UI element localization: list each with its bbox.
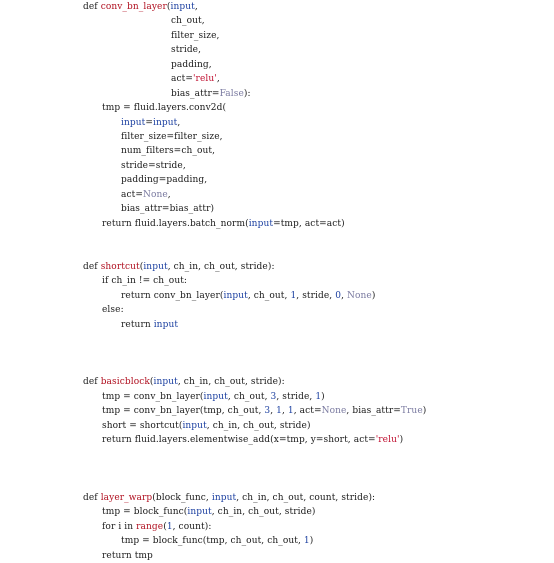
code-token: (	[139, 261, 144, 272]
code-line	[83, 419, 543, 433]
code-token: input	[248, 218, 274, 229]
code-listing	[83, 0, 543, 563]
blank-line	[83, 462, 543, 476]
code-line	[83, 29, 543, 43]
blank-line	[83, 231, 543, 245]
code-token: bias_attr=	[171, 88, 220, 99]
code-token: tmp = block_func(tmp, ch_out, ch_out,	[121, 536, 304, 547]
code-token: return	[102, 550, 135, 561]
code-token: 1	[166, 521, 173, 532]
blank-line	[83, 361, 543, 375]
code-token: None	[346, 290, 372, 301]
code-token: return	[102, 218, 135, 229]
code-token: conv_bn_layer	[100, 2, 167, 12]
code-line	[83, 202, 543, 216]
code-token: input	[223, 290, 248, 301]
code-token: short = shortcut(	[102, 420, 183, 431]
code-token: fluid.layers.elementwise_add(x=tmp, y=short, act=	[134, 435, 376, 446]
code-token: tmp = conv_bn_layer(	[102, 391, 204, 402]
code-line	[83, 318, 543, 332]
code-token: def	[83, 377, 101, 388]
code-token: input	[153, 117, 178, 128]
code-token: filter_size=filter_size,	[121, 131, 223, 142]
code-line	[83, 14, 543, 28]
code-line	[83, 0, 543, 14]
code-token: =tmp, act=act)	[273, 218, 345, 229]
code-token: bias_attr=bias_attr)	[121, 204, 215, 215]
code-token: 'relu'	[375, 435, 400, 446]
code-token: else	[102, 305, 121, 316]
code-token: padding=padding,	[121, 175, 208, 186]
code-line	[83, 433, 543, 447]
code-token: return	[121, 290, 154, 301]
code-token: ,	[216, 74, 220, 85]
code-token: in	[124, 521, 137, 532]
code-token: , ch_out,	[227, 391, 271, 402]
blank-line	[83, 347, 543, 361]
code-token: , ch_in, ch_out, stride):	[167, 261, 275, 272]
code-token: input	[211, 492, 237, 503]
code-line	[83, 217, 543, 231]
code-token: (	[163, 521, 167, 532]
code-token: input	[143, 261, 168, 272]
code-line	[83, 534, 543, 548]
code-token: 3	[264, 406, 271, 417]
code-token: False	[219, 88, 244, 99]
blank-line	[83, 245, 543, 259]
code-token: if	[102, 276, 112, 287]
code-token: 1	[290, 290, 297, 301]
code-token: def	[83, 2, 101, 12]
code-token: layer_warp	[100, 492, 153, 503]
code-line	[83, 58, 543, 72]
code-token: fluid.layers.batch_norm(	[134, 218, 249, 229]
code-token: padding,	[171, 59, 212, 70]
code-token: (	[166, 2, 171, 12]
code-token: input	[153, 319, 179, 330]
code-token: return	[121, 319, 154, 330]
code-token: ch_out,	[171, 16, 205, 27]
code-token: input	[203, 391, 228, 402]
code-line	[83, 404, 543, 418]
blank-line	[83, 332, 543, 346]
code-line	[83, 130, 543, 144]
code-token: ch_in != ch_out:	[111, 276, 188, 287]
code-line	[83, 520, 543, 534]
code-token: tmp = block_func(	[102, 507, 188, 518]
code-token: def	[83, 261, 101, 272]
code-token: , act=	[293, 406, 322, 417]
code-line	[83, 101, 543, 115]
code-line	[83, 72, 543, 86]
code-token: )	[321, 391, 325, 402]
code-token: tmp	[134, 550, 153, 561]
code-token: shortcut	[100, 261, 140, 272]
code-token: ,	[177, 117, 181, 128]
code-token: 1	[287, 406, 294, 417]
code-token: , ch_in, ch_out, stride)	[211, 507, 316, 518]
code-token: stride=stride,	[121, 160, 186, 171]
code-token: =	[145, 117, 154, 128]
blank-line	[83, 448, 543, 462]
code-token: input	[182, 420, 207, 431]
code-token: input	[153, 377, 178, 388]
code-token: ,	[341, 290, 347, 301]
code-token: basicblock	[100, 377, 150, 388]
code-token: filter_size,	[171, 30, 220, 41]
code-line	[83, 390, 543, 404]
code-token: conv_bn_layer(	[153, 290, 224, 301]
code-line	[83, 491, 543, 505]
code-token: return	[102, 435, 135, 446]
code-line	[83, 116, 543, 130]
code-token: act=	[121, 189, 143, 200]
code-token: tmp = fluid.layers.conv2d(	[102, 103, 227, 114]
code-token: ,	[270, 406, 277, 417]
code-token: )	[422, 406, 427, 417]
code-token: tmp = conv_bn_layer(tmp, ch_out,	[102, 406, 265, 417]
code-token: )	[399, 435, 404, 446]
code-line	[83, 549, 543, 563]
code-token: ,	[281, 406, 288, 417]
code-line	[83, 188, 543, 202]
code-token: 1	[276, 406, 282, 417]
code-token: , bias_attr=	[346, 406, 401, 417]
code-line	[83, 173, 543, 187]
code-token: act=	[171, 74, 193, 85]
code-line	[83, 144, 543, 158]
code-token: (block_func,	[152, 492, 212, 503]
code-line	[83, 260, 543, 274]
code-line	[83, 43, 543, 57]
code-token: , ch_in, ch_out, stride):	[177, 377, 285, 388]
code-token: ):	[243, 88, 251, 99]
code-token: (	[149, 377, 154, 388]
code-token: stride,	[171, 45, 202, 56]
code-token: ,	[167, 189, 171, 200]
code-line	[83, 159, 543, 173]
blank-line	[83, 476, 543, 490]
code-token: ,	[194, 2, 198, 12]
code-token: 1	[303, 536, 310, 547]
code-token: i	[118, 521, 125, 532]
code-line	[83, 505, 543, 519]
code-line	[83, 303, 543, 317]
code-token: , ch_in, ch_out, stride)	[206, 420, 311, 431]
code-token: None	[142, 189, 168, 200]
code-token: 3	[270, 391, 277, 402]
code-token: True	[400, 406, 423, 417]
code-token: , stride,	[276, 391, 316, 402]
code-token: 'relu'	[192, 74, 217, 85]
code-token: :	[120, 305, 124, 316]
code-token: range	[136, 521, 164, 532]
code-token: num_filters=ch_out,	[121, 146, 216, 157]
code-line	[83, 87, 543, 101]
code-token: , ch_out,	[247, 290, 291, 301]
code-token: input	[121, 117, 146, 128]
code-token: for	[102, 521, 119, 532]
code-token: 0	[335, 290, 342, 301]
code-token: def	[83, 492, 101, 503]
code-token: input	[187, 507, 212, 518]
code-token: )	[309, 536, 314, 547]
code-token: input	[170, 2, 195, 12]
code-token: , stride,	[296, 290, 336, 301]
code-token: None	[321, 406, 347, 417]
code-token: )	[371, 290, 376, 301]
code-token: , ch_in, ch_out, count, stride):	[236, 492, 376, 503]
code-line	[83, 289, 543, 303]
code-token: 1	[315, 391, 322, 402]
code-line	[83, 274, 543, 288]
code-token: , count):	[172, 521, 212, 532]
code-line	[83, 375, 543, 389]
